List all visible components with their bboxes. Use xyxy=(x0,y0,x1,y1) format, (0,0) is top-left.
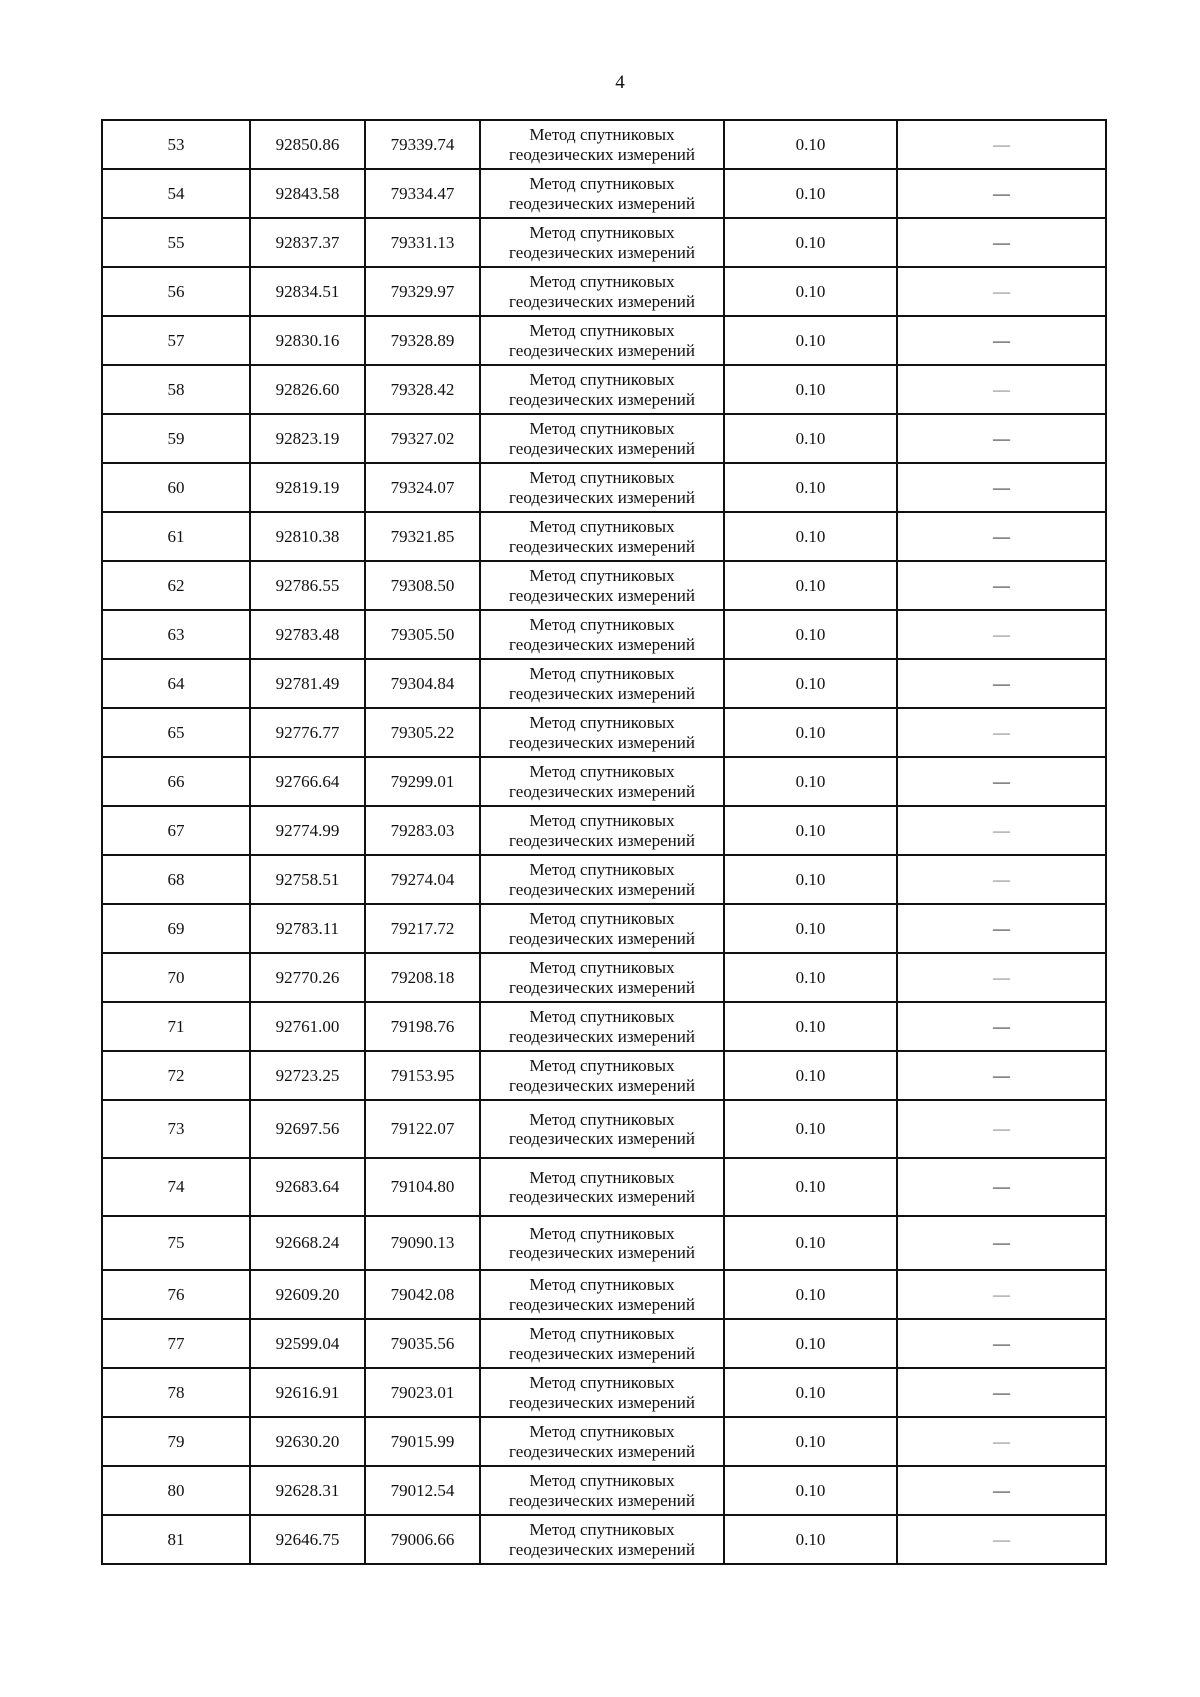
note-cell: — xyxy=(897,1216,1106,1270)
method-line-2: геодезических измерений xyxy=(509,585,695,605)
note-cell: — xyxy=(897,1002,1106,1051)
method-line-2: геодезических измерений xyxy=(509,1392,695,1412)
point-number-cell: 69 xyxy=(102,904,250,953)
point-number-cell: 53 xyxy=(102,120,250,169)
method-line-2: геодезических измерений xyxy=(509,732,695,752)
table-row xyxy=(102,1368,1106,1417)
table-row xyxy=(102,1270,1106,1319)
accuracy-cell: 0.10 xyxy=(724,316,897,365)
y-coordinate-cell: 79304.84 xyxy=(365,659,480,708)
method-line-1: Метод спутниковых xyxy=(529,1223,675,1243)
accuracy-cell: 0.10 xyxy=(724,708,897,757)
point-number-cell: 74 xyxy=(102,1158,250,1216)
method-cell xyxy=(480,1216,724,1270)
coordinates-table xyxy=(101,119,1107,1565)
method-cell xyxy=(480,414,724,463)
note-cell: — xyxy=(897,316,1106,365)
note-cell: — xyxy=(897,512,1106,561)
table-row xyxy=(102,708,1106,757)
accuracy-cell: 0.10 xyxy=(724,169,897,218)
y-coordinate-cell: 79104.80 xyxy=(365,1158,480,1216)
y-coordinate-cell: 79328.89 xyxy=(365,316,480,365)
x-coordinate-cell: 92723.25 xyxy=(250,1051,365,1100)
note-cell: — xyxy=(897,904,1106,953)
method-line-1: Метод спутниковых xyxy=(529,713,675,733)
method-cell xyxy=(480,120,724,169)
accuracy-cell: 0.10 xyxy=(724,1100,897,1158)
method-line-1: Метод спутниковых xyxy=(529,1167,675,1187)
table-row xyxy=(102,414,1106,463)
method-line-1: Метод спутниковых xyxy=(529,762,675,782)
x-coordinate-cell: 92783.11 xyxy=(250,904,365,953)
point-number-cell: 76 xyxy=(102,1270,250,1319)
method-line-2: геодезических измерений xyxy=(509,634,695,654)
x-coordinate-cell: 92850.86 xyxy=(250,120,365,169)
accuracy-cell: 0.10 xyxy=(724,414,897,463)
method-line-1: Метод спутниковых xyxy=(529,419,675,439)
method-cell xyxy=(480,1319,724,1368)
table-row xyxy=(102,365,1106,414)
x-coordinate-cell: 92697.56 xyxy=(250,1100,365,1158)
method-line-1: Метод спутниковых xyxy=(529,1109,675,1129)
method-cell xyxy=(480,218,724,267)
note-cell: — xyxy=(897,1417,1106,1466)
method-line-2: геодезических измерений xyxy=(509,1490,695,1510)
x-coordinate-cell: 92830.16 xyxy=(250,316,365,365)
method-line-2: геодезических измерений xyxy=(509,193,695,213)
method-line-2: геодезических измерений xyxy=(509,291,695,311)
table-row xyxy=(102,1466,1106,1515)
accuracy-cell: 0.10 xyxy=(724,806,897,855)
method-line-2: геодезических измерений xyxy=(509,879,695,899)
y-coordinate-cell: 79035.56 xyxy=(365,1319,480,1368)
method-cell xyxy=(480,1417,724,1466)
x-coordinate-cell: 92823.19 xyxy=(250,414,365,463)
note-cell: — xyxy=(897,1051,1106,1100)
note-cell: — xyxy=(897,953,1106,1002)
method-line-1: Метод спутниковых xyxy=(529,909,675,929)
accuracy-cell: 0.10 xyxy=(724,757,897,806)
note-cell: — xyxy=(897,757,1106,806)
method-cell xyxy=(480,267,724,316)
y-coordinate-cell: 79283.03 xyxy=(365,806,480,855)
y-coordinate-cell: 79012.54 xyxy=(365,1466,480,1515)
accuracy-cell: 0.10 xyxy=(724,218,897,267)
method-line-2: геодезических измерений xyxy=(509,1075,695,1095)
method-cell xyxy=(480,757,724,806)
table-row xyxy=(102,1158,1106,1216)
accuracy-cell: 0.10 xyxy=(724,1515,897,1564)
table-row xyxy=(102,1100,1106,1158)
method-cell xyxy=(480,169,724,218)
method-line-2: геодезических измерений xyxy=(509,928,695,948)
accuracy-cell: 0.10 xyxy=(724,953,897,1002)
method-line-2: геодезических измерений xyxy=(509,1243,695,1262)
method-line-1: Метод спутниковых xyxy=(529,1007,675,1027)
y-coordinate-cell: 79329.97 xyxy=(365,267,480,316)
method-line-2: геодезических измерений xyxy=(509,1539,695,1559)
table-row xyxy=(102,904,1106,953)
point-number-cell: 56 xyxy=(102,267,250,316)
table-row xyxy=(102,757,1106,806)
method-cell xyxy=(480,512,724,561)
x-coordinate-cell: 92770.26 xyxy=(250,953,365,1002)
note-cell: — xyxy=(897,1100,1106,1158)
coordinates-table-body xyxy=(102,120,1106,1564)
y-coordinate-cell: 79042.08 xyxy=(365,1270,480,1319)
method-line-1: Метод спутниковых xyxy=(529,1324,675,1344)
y-coordinate-cell: 79305.22 xyxy=(365,708,480,757)
note-cell: — xyxy=(897,1158,1106,1216)
method-line-2: геодезических измерений xyxy=(509,977,695,997)
method-cell xyxy=(480,659,724,708)
x-coordinate-cell: 92843.58 xyxy=(250,169,365,218)
method-line-1: Метод спутниковых xyxy=(529,1275,675,1295)
x-coordinate-cell: 92766.64 xyxy=(250,757,365,806)
point-number-cell: 77 xyxy=(102,1319,250,1368)
note-cell: — xyxy=(897,1515,1106,1564)
table-row xyxy=(102,512,1106,561)
method-line-2: геодезических измерений xyxy=(509,487,695,507)
note-cell: — xyxy=(897,1466,1106,1515)
method-cell xyxy=(480,463,724,512)
note-cell: — xyxy=(897,561,1106,610)
method-line-2: геодезических измерений xyxy=(509,144,695,164)
point-number-cell: 55 xyxy=(102,218,250,267)
table-row xyxy=(102,659,1106,708)
method-cell xyxy=(480,1466,724,1515)
method-line-2: геодезических измерений xyxy=(509,1187,695,1206)
table-row xyxy=(102,1319,1106,1368)
x-coordinate-cell: 92834.51 xyxy=(250,267,365,316)
y-coordinate-cell: 79327.02 xyxy=(365,414,480,463)
y-coordinate-cell: 79198.76 xyxy=(365,1002,480,1051)
y-coordinate-cell: 79006.66 xyxy=(365,1515,480,1564)
y-coordinate-cell: 79339.74 xyxy=(365,120,480,169)
table-row xyxy=(102,463,1106,512)
method-cell xyxy=(480,1002,724,1051)
method-cell xyxy=(480,561,724,610)
accuracy-cell: 0.10 xyxy=(724,1216,897,1270)
point-number-cell: 63 xyxy=(102,610,250,659)
x-coordinate-cell: 92646.75 xyxy=(250,1515,365,1564)
point-number-cell: 81 xyxy=(102,1515,250,1564)
y-coordinate-cell: 79331.13 xyxy=(365,218,480,267)
method-line-1: Метод спутниковых xyxy=(529,1056,675,1076)
note-cell: — xyxy=(897,708,1106,757)
x-coordinate-cell: 92819.19 xyxy=(250,463,365,512)
x-coordinate-cell: 92630.20 xyxy=(250,1417,365,1466)
method-line-1: Метод спутниковых xyxy=(529,223,675,243)
y-coordinate-cell: 79321.85 xyxy=(365,512,480,561)
y-coordinate-cell: 79308.50 xyxy=(365,561,480,610)
point-number-cell: 64 xyxy=(102,659,250,708)
point-number-cell: 79 xyxy=(102,1417,250,1466)
note-cell: — xyxy=(897,267,1106,316)
table-row xyxy=(102,561,1106,610)
y-coordinate-cell: 79334.47 xyxy=(365,169,480,218)
method-line-1: Метод спутниковых xyxy=(529,1422,675,1442)
method-line-1: Метод спутниковых xyxy=(529,272,675,292)
table-row xyxy=(102,953,1106,1002)
table-row xyxy=(102,218,1106,267)
method-line-1: Метод спутниковых xyxy=(529,664,675,684)
accuracy-cell: 0.10 xyxy=(724,659,897,708)
table-row xyxy=(102,1216,1106,1270)
accuracy-cell: 0.10 xyxy=(724,610,897,659)
point-number-cell: 72 xyxy=(102,1051,250,1100)
method-line-2: геодезических измерений xyxy=(509,438,695,458)
method-line-1: Метод спутниковых xyxy=(529,517,675,537)
point-number-cell: 68 xyxy=(102,855,250,904)
x-coordinate-cell: 92683.64 xyxy=(250,1158,365,1216)
method-line-1: Метод спутниковых xyxy=(529,468,675,488)
method-cell xyxy=(480,1051,724,1100)
page-number: 4 xyxy=(615,72,625,93)
x-coordinate-cell: 92776.77 xyxy=(250,708,365,757)
table-row xyxy=(102,855,1106,904)
table-row xyxy=(102,1051,1106,1100)
x-coordinate-cell: 92758.51 xyxy=(250,855,365,904)
method-line-2: геодезических измерений xyxy=(509,1026,695,1046)
note-cell: — xyxy=(897,218,1106,267)
accuracy-cell: 0.10 xyxy=(724,120,897,169)
point-number-cell: 65 xyxy=(102,708,250,757)
point-number-cell: 78 xyxy=(102,1368,250,1417)
note-cell: — xyxy=(897,855,1106,904)
x-coordinate-cell: 92781.49 xyxy=(250,659,365,708)
table-row xyxy=(102,1002,1106,1051)
note-cell: — xyxy=(897,610,1106,659)
accuracy-cell: 0.10 xyxy=(724,1158,897,1216)
note-cell: — xyxy=(897,659,1106,708)
method-line-1: Метод спутниковых xyxy=(529,125,675,145)
point-number-cell: 57 xyxy=(102,316,250,365)
y-coordinate-cell: 79324.07 xyxy=(365,463,480,512)
method-cell xyxy=(480,953,724,1002)
method-cell xyxy=(480,1270,724,1319)
y-coordinate-cell: 79217.72 xyxy=(365,904,480,953)
y-coordinate-cell: 79208.18 xyxy=(365,953,480,1002)
y-coordinate-cell: 79090.13 xyxy=(365,1216,480,1270)
method-cell xyxy=(480,708,724,757)
x-coordinate-cell: 92628.31 xyxy=(250,1466,365,1515)
method-line-2: геодезических измерений xyxy=(509,536,695,556)
table-row xyxy=(102,120,1106,169)
accuracy-cell: 0.10 xyxy=(724,267,897,316)
y-coordinate-cell: 79274.04 xyxy=(365,855,480,904)
x-coordinate-cell: 92783.48 xyxy=(250,610,365,659)
y-coordinate-cell: 79328.42 xyxy=(365,365,480,414)
accuracy-cell: 0.10 xyxy=(724,1270,897,1319)
method-line-1: Метод спутниковых xyxy=(529,860,675,880)
x-coordinate-cell: 92774.99 xyxy=(250,806,365,855)
point-number-cell: 73 xyxy=(102,1100,250,1158)
method-line-1: Метод спутниковых xyxy=(529,1520,675,1540)
point-number-cell: 62 xyxy=(102,561,250,610)
note-cell: — xyxy=(897,414,1106,463)
x-coordinate-cell: 92810.38 xyxy=(250,512,365,561)
accuracy-cell: 0.10 xyxy=(724,463,897,512)
y-coordinate-cell: 79153.95 xyxy=(365,1051,480,1100)
method-cell xyxy=(480,1368,724,1417)
x-coordinate-cell: 92668.24 xyxy=(250,1216,365,1270)
x-coordinate-cell: 92616.91 xyxy=(250,1368,365,1417)
point-number-cell: 70 xyxy=(102,953,250,1002)
table-row xyxy=(102,610,1106,659)
y-coordinate-cell: 79015.99 xyxy=(365,1417,480,1466)
y-coordinate-cell: 79122.07 xyxy=(365,1100,480,1158)
x-coordinate-cell: 92761.00 xyxy=(250,1002,365,1051)
method-cell xyxy=(480,316,724,365)
table-row xyxy=(102,169,1106,218)
x-coordinate-cell: 92837.37 xyxy=(250,218,365,267)
note-cell: — xyxy=(897,169,1106,218)
table-row xyxy=(102,806,1106,855)
method-cell xyxy=(480,1100,724,1158)
table-row xyxy=(102,1515,1106,1564)
method-cell xyxy=(480,904,724,953)
accuracy-cell: 0.10 xyxy=(724,1466,897,1515)
x-coordinate-cell: 92599.04 xyxy=(250,1319,365,1368)
method-line-2: геодезических измерений xyxy=(509,1441,695,1461)
method-line-1: Метод спутниковых xyxy=(529,958,675,978)
note-cell: — xyxy=(897,365,1106,414)
method-line-2: геодезических измерений xyxy=(509,781,695,801)
note-cell: — xyxy=(897,463,1106,512)
accuracy-cell: 0.10 xyxy=(724,365,897,414)
accuracy-cell: 0.10 xyxy=(724,1368,897,1417)
point-number-cell: 60 xyxy=(102,463,250,512)
note-cell: — xyxy=(897,1270,1106,1319)
method-line-1: Метод спутниковых xyxy=(529,566,675,586)
note-cell: — xyxy=(897,806,1106,855)
method-cell xyxy=(480,1158,724,1216)
accuracy-cell: 0.10 xyxy=(724,1417,897,1466)
method-line-1: Метод спутниковых xyxy=(529,1471,675,1491)
method-line-1: Метод спутниковых xyxy=(529,615,675,635)
point-number-cell: 80 xyxy=(102,1466,250,1515)
method-line-1: Метод спутниковых xyxy=(529,811,675,831)
point-number-cell: 54 xyxy=(102,169,250,218)
method-cell xyxy=(480,1515,724,1564)
x-coordinate-cell: 92826.60 xyxy=(250,365,365,414)
method-cell xyxy=(480,365,724,414)
accuracy-cell: 0.10 xyxy=(724,1051,897,1100)
method-line-1: Метод спутниковых xyxy=(529,1373,675,1393)
method-line-2: геодезических измерений xyxy=(509,340,695,360)
table-row xyxy=(102,316,1106,365)
point-number-cell: 67 xyxy=(102,806,250,855)
point-number-cell: 58 xyxy=(102,365,250,414)
method-cell xyxy=(480,610,724,659)
accuracy-cell: 0.10 xyxy=(724,855,897,904)
method-line-2: геодезических измерений xyxy=(509,242,695,262)
accuracy-cell: 0.10 xyxy=(724,1002,897,1051)
table-row xyxy=(102,1417,1106,1466)
accuracy-cell: 0.10 xyxy=(724,1319,897,1368)
method-line-2: геодезических измерений xyxy=(509,830,695,850)
point-number-cell: 71 xyxy=(102,1002,250,1051)
accuracy-cell: 0.10 xyxy=(724,512,897,561)
point-number-cell: 66 xyxy=(102,757,250,806)
method-line-2: геодезических измерений xyxy=(509,389,695,409)
method-line-2: геодезических измерений xyxy=(509,1294,695,1314)
method-line-1: Метод спутниковых xyxy=(529,174,675,194)
method-line-1: Метод спутниковых xyxy=(529,370,675,390)
method-line-2: геодезических измерений xyxy=(509,1129,695,1148)
x-coordinate-cell: 92786.55 xyxy=(250,561,365,610)
x-coordinate-cell: 92609.20 xyxy=(250,1270,365,1319)
y-coordinate-cell: 79023.01 xyxy=(365,1368,480,1417)
note-cell: — xyxy=(897,1368,1106,1417)
note-cell: — xyxy=(897,1319,1106,1368)
y-coordinate-cell: 79305.50 xyxy=(365,610,480,659)
method-line-1: Метод спутниковых xyxy=(529,321,675,341)
point-number-cell: 61 xyxy=(102,512,250,561)
note-cell: — xyxy=(897,120,1106,169)
point-number-cell: 75 xyxy=(102,1216,250,1270)
accuracy-cell: 0.10 xyxy=(724,904,897,953)
y-coordinate-cell: 79299.01 xyxy=(365,757,480,806)
method-line-2: геодезических измерений xyxy=(509,1343,695,1363)
method-cell xyxy=(480,806,724,855)
method-line-2: геодезических измерений xyxy=(509,683,695,703)
table-row xyxy=(102,267,1106,316)
point-number-cell: 59 xyxy=(102,414,250,463)
method-cell xyxy=(480,855,724,904)
accuracy-cell: 0.10 xyxy=(724,561,897,610)
